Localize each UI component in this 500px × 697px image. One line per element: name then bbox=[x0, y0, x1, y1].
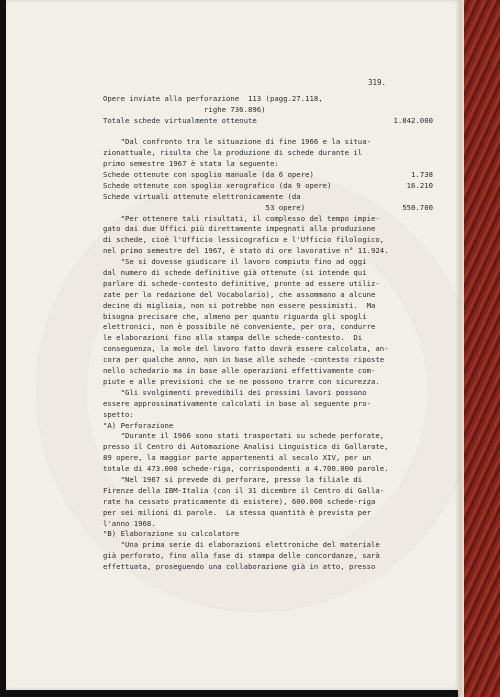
text-line-content: totale di 473.000 schede-riga, corrispondenti a 4.700.000 parole. bbox=[103, 464, 389, 474]
text-line bbox=[103, 322, 433, 333]
text-line bbox=[103, 235, 433, 246]
text-line-content: bisogna precisare che, almeno per quanto riguarda gli spogli bbox=[103, 311, 367, 321]
text-line bbox=[103, 268, 433, 279]
text-line bbox=[103, 214, 433, 225]
text-line-content: presso il Centro di Automazione Analisi Linguistica di Gallarate, bbox=[103, 442, 389, 452]
text-line-content: spetto: bbox=[103, 409, 134, 419]
text-line-value: 1.738 bbox=[411, 170, 433, 180]
text-line bbox=[103, 126, 433, 137]
text-line-content: piute e alle previsioni che se ne possono trarre con sicurezza. bbox=[103, 376, 380, 386]
text-line bbox=[103, 105, 433, 116]
text-line-content: decine di migliaia, non si potrebbe non essere pessimisti. Ma bbox=[103, 300, 376, 310]
text-line bbox=[103, 137, 433, 148]
text-line-content: nello schedario ma in base alle operazioni effettivamente com- bbox=[103, 366, 376, 376]
text-line-content: "Per ottenere tali risultati, il complesso del tempo impie- bbox=[103, 213, 380, 223]
text-line-value: 550.700 bbox=[402, 202, 433, 212]
text-line-content: zate per la redazione del Vocabolario), che assommano a alcune bbox=[103, 289, 376, 299]
text-line bbox=[103, 475, 433, 486]
text-line bbox=[103, 431, 433, 442]
text-line-content: cora per qualche anno, non in base alle schede -contesto riposte bbox=[103, 355, 385, 365]
text-line-content: zionattuale, risulta che la produzione di schede durante il bbox=[103, 148, 363, 158]
text-line-content: Schede ottenute con spoglio xerografico (da 9 opere) bbox=[103, 180, 332, 190]
text-line bbox=[103, 540, 433, 551]
text-line bbox=[103, 497, 433, 508]
text-line bbox=[103, 301, 433, 312]
text-line-content: rate ha cessato praticamente di esistere), 600.000 schede-riga bbox=[103, 496, 376, 506]
text-line bbox=[103, 181, 433, 192]
text-line bbox=[103, 116, 433, 127]
text-line-content: Schede ottenute con spoglio manuale (da 6 opere) bbox=[103, 170, 314, 180]
text-line bbox=[103, 464, 433, 475]
text-line bbox=[103, 388, 433, 399]
text-line-value: 1.842.000 bbox=[393, 115, 433, 125]
text-line bbox=[103, 246, 433, 257]
text-line bbox=[103, 192, 433, 203]
text-line bbox=[103, 421, 433, 432]
text-line-content: parlare di schede-contesto definitive, pronte ad essere utiliz- bbox=[103, 278, 380, 288]
text-line bbox=[103, 519, 433, 530]
text-line-content: già perforato, fino alla fase di stampa delle concordanze, sarà bbox=[103, 551, 380, 561]
text-line-content: "Se si dovesse giudicare il lavoro compiuto fino ad oggi bbox=[103, 257, 367, 267]
text-line-content: "Nel 1967 si prevede di perforare, presso la filiale di bbox=[103, 474, 363, 484]
text-line-content: conseguenza, la mole del lavoro fatto dovrà essere calcolata, an- bbox=[103, 344, 389, 354]
page-number: 319. bbox=[368, 78, 387, 87]
text-line-value: 16.210 bbox=[406, 180, 433, 190]
text-line bbox=[103, 529, 433, 540]
text-line-content: primo semestre 1967 è stata la seguente: bbox=[103, 159, 279, 169]
text-line-content: "Gli svolgimenti prevedibili dei prossimi lavori possono bbox=[103, 387, 367, 397]
text-line bbox=[103, 377, 433, 388]
text-line bbox=[103, 410, 433, 421]
document-page bbox=[6, 0, 460, 690]
book-spine bbox=[462, 0, 500, 697]
text-line bbox=[103, 279, 433, 290]
text-line bbox=[103, 170, 433, 181]
text-line bbox=[103, 551, 433, 562]
text-line-content: "Dal confronto tra le situazione di fine 1966 e la situa- bbox=[103, 137, 371, 147]
text-line-content: per sei milioni di parole. La stessa quantità è prevista per bbox=[103, 507, 371, 517]
text-line bbox=[103, 562, 433, 573]
text-line-content: elettronici, non è possibile né conveniente, per ora, condurre bbox=[103, 322, 376, 332]
text-line-content: 53 opere) bbox=[103, 202, 306, 212]
text-line bbox=[103, 290, 433, 301]
text-line-content: "Una prima serie di elaborazioni elettroniche del materiale bbox=[103, 540, 380, 550]
text-line bbox=[103, 203, 433, 214]
text-line-content: "B) Elaborazione su calcolatore bbox=[103, 529, 240, 539]
text-line-content: Totale schede virtualmente ottenute bbox=[103, 115, 257, 125]
text-line bbox=[103, 312, 433, 323]
text-line bbox=[103, 508, 433, 519]
text-line bbox=[103, 224, 433, 235]
text-line bbox=[103, 94, 433, 105]
text-line-content: dal numero di schede definitive già ottenute (si intende qui bbox=[103, 268, 367, 278]
text-line-content: Schede virtuali ottenute elettronicamente (da bbox=[103, 191, 301, 201]
text-line-content: gato dai due Uffici più direttamente impegnati alla produzione bbox=[103, 224, 376, 234]
text-line bbox=[103, 148, 433, 159]
text-line-content: essere approssimativamente calcolati in base al seguente pro- bbox=[103, 398, 371, 408]
text-line-content: l'anno 1968. bbox=[103, 518, 156, 528]
text-line bbox=[103, 442, 433, 453]
text-line bbox=[103, 333, 433, 344]
text-line-content: "Durante il 1966 sono stati trasportati su schede perforate, bbox=[103, 431, 385, 441]
text-line-content: Opere inviate alla perforazione 113 (pagg.27.118, bbox=[103, 93, 323, 103]
text-line bbox=[103, 486, 433, 497]
text-line-content: 89 opere, la maggior parte appartenenti al secolo XIV, per un bbox=[103, 453, 371, 463]
text-line-content: Firenze della IBM-Italia (con il 31 dicembre il Centro di Galla- bbox=[103, 485, 385, 495]
text-line bbox=[103, 159, 433, 170]
body-text bbox=[103, 72, 433, 573]
text-line bbox=[103, 355, 433, 366]
text-line-content: "A) Perforazione bbox=[103, 420, 174, 430]
text-line bbox=[103, 257, 433, 268]
text-line bbox=[103, 83, 433, 94]
text-line bbox=[103, 453, 433, 464]
text-line-content: effettuata, proseguendo una collaborazione già in atto, presso bbox=[103, 562, 376, 572]
text-line bbox=[103, 399, 433, 410]
text-line-content: righe 736.896) bbox=[103, 104, 266, 114]
text-line bbox=[103, 72, 433, 83]
text-line-content: di schede, cioè l'Ufficio lessicografico e l'Ufficio filologico, bbox=[103, 235, 385, 245]
text-line-content: nel primo semestre del 1967, è stato di ore lavorative n° 11.924. bbox=[103, 246, 389, 256]
text-line bbox=[103, 366, 433, 377]
text-line-content: le elaborazioni fino alla stampa delle schede-contesto. Di bbox=[103, 333, 363, 343]
text-line bbox=[103, 344, 433, 355]
